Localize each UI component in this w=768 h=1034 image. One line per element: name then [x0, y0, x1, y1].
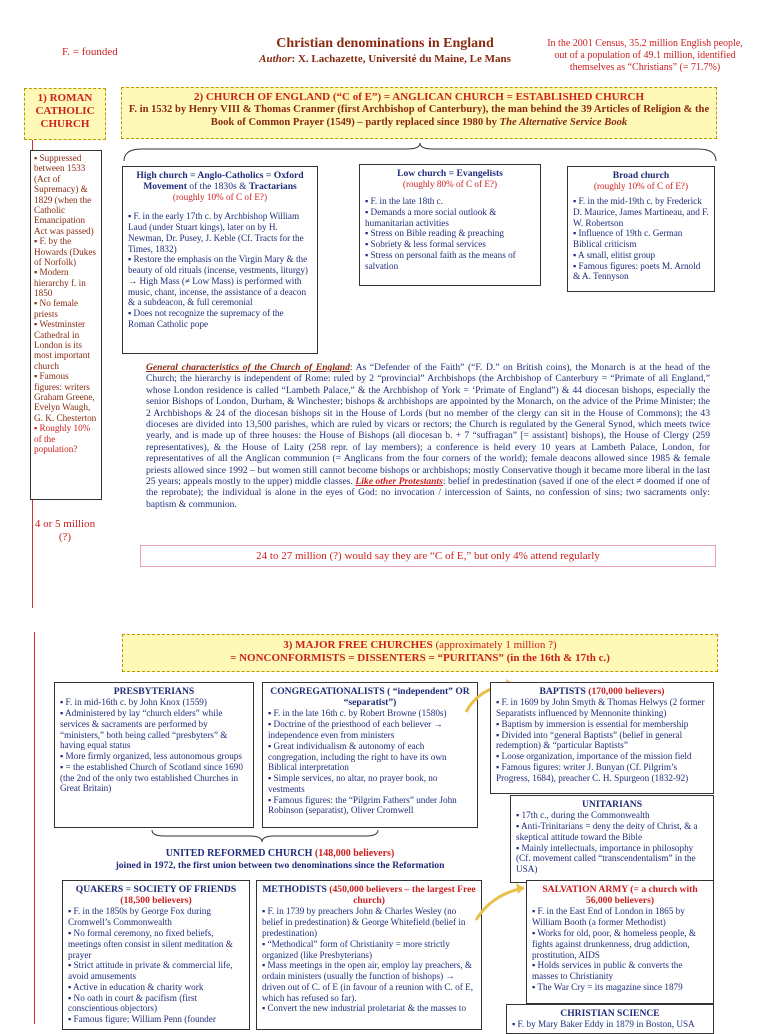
quakers-item: ▪ F. in the 1850s by George Fox during Cromwell’s Commonwealth — [68, 906, 211, 928]
urc-title: UNITED REFORMED CHURCH — [165, 848, 313, 859]
high-title-bold2: Tractarians — [249, 181, 297, 193]
coe-title-line1: 2) CHURCH OF ENGLAND (“C of E”) = ANGLICAN CHURCH = ESTABLISHED CHURCH — [193, 91, 645, 103]
congregationalists-item: ▪ Great individualism & autonomy of each congregation, including the right to have its own Biblical interpretation — [268, 740, 447, 773]
urc-block — [80, 848, 480, 872]
low-share: (roughly 80% of C of E?) — [402, 179, 498, 190]
presbyterians-box — [54, 682, 254, 828]
unitarians-box — [510, 795, 714, 883]
broad-church-item: ▪ Influence of 19th c. German Biblical criticism — [573, 228, 683, 250]
methodists-item: ▪ “Methodical” form of Christianity = more strictly organized (like Presbyterians) — [262, 938, 450, 960]
congregationalists-item: ▪ Simple services, no altar, no prayer book, no vestments — [268, 773, 438, 794]
margin-line-bottom — [34, 632, 35, 1024]
baptists-item: ▪ F. in 1609 by John Smyth & Thomas Helwys (2 former Separatists influenced by Mennonite thinking) — [496, 697, 705, 718]
quakers-item: ▪ Active in education & charity work — [68, 981, 204, 992]
author: : X. Lachazette, Université du Maine, Le Mans — [291, 52, 511, 65]
baptists-title: BAPTISTS — [539, 686, 586, 697]
methodists-share: (450,000 believers – the largest Free church) — [329, 884, 476, 907]
brace-coe — [122, 141, 718, 165]
salvation-item: ▪ Works for old, poor, & homeless people, & fights against drunkenness, drug addiction, prostitution, AIDS — [532, 927, 697, 960]
christian-science-box — [506, 1004, 714, 1034]
presbyterians-item: ▪ More firmly organized, less autonomous groups — [60, 751, 242, 762]
low-title: Low church = Evangelists — [397, 168, 503, 179]
rc-list-item: ▪ F. by the Howards (Dukes of Norfolk) — [34, 236, 97, 267]
quakers-title: QUAKERS = SOCIETY OF FRIENDS — [75, 884, 237, 895]
attendance-text: 24 to 27 million (?) would say they are “C of E,” but only 4% attend regularly — [256, 550, 600, 562]
unitarians-item: ▪ Mainly intellectuals, importance in philosophy (Cf. movement called “transcendentalism” in the USA) — [516, 842, 696, 875]
rc-list-item: ▪ Famous figures: writers Graham Greene, Evelyn Waugh, G. K. Chesterton — [34, 371, 97, 423]
rc-list-item: ▪ No female priests — [34, 298, 79, 319]
rc-list-item: ▪ Suppressed between 1533 (Act of Supremacy) & 1829 (when the Catholic Emancipation Act was passed) — [34, 153, 94, 236]
high-title: High church = Anglo-Catholics = Oxford Movement — [136, 170, 304, 193]
unitarians-item: ▪ 17th c., during the Commonwealth — [516, 810, 650, 821]
free-title-line1-rest: (approximately 1 million ?) — [435, 639, 557, 651]
general-heading: General characteristics of the Church of England — [146, 362, 350, 373]
author-label: Author — [259, 52, 292, 65]
christian-science-title: CHRISTIAN SCIENCE — [560, 1008, 660, 1019]
salvation-share: (= a church with 56,000 believers) — [585, 884, 698, 907]
attendance-box — [140, 545, 716, 567]
methodists-item: ▪ Convert the new industrial proletariat & the masses to — [262, 1003, 467, 1014]
methodists-title: METHODISTS — [262, 884, 327, 895]
unitarians-item: ▪ Anti-Trinitarians = deny the deity of Christ, & a skeptical attitude toward the Bible — [516, 820, 698, 842]
urc-sub: joined in 1972, the first union between two denominations since the Reformation — [115, 860, 445, 871]
high-church-item: ▪ Restore the emphasis on the Virgin Mary & the beauty of old rituals (incense, vestments, liturgy) → High Mass (≠ Low Mass) is performed with music, chant, incense, the assistance of a deacon & a subdeacon, & full ceremonial — [128, 254, 308, 308]
broad-church-item: ▪ F. in the mid-19th c. by Frederick D. Maurice, James Martineau, and F. W. Robertson — [573, 195, 709, 228]
urc-share: (148,000 believers) — [314, 848, 395, 859]
rc-list-item: ▪ Modern hierarchy f. in 1850 — [34, 267, 86, 299]
baptists-item: ▪ Divided into “general Baptists” (belief in general redemption) & “particular Baptists” — [496, 729, 683, 751]
protestants-text: : belief in predestination (saved if one of the elect ≠ doomed if one of the reprobate); the individual is alone in the eyes of God: no invocation / intercession of Saints, no confession of sins; two sacraments only: baptism & communion. — [146, 476, 710, 510]
presbyterians-title: PRESBYTERIANS — [113, 686, 195, 697]
broad-share: (roughly 10% of C of E?) — [593, 181, 689, 192]
salvation-item: ▪ The War Cry = its magazine since 1879 — [532, 981, 683, 992]
baptists-box — [490, 682, 714, 794]
general-text: : As “Defender of the Faith” (“F. D.” on British coins), the Monarch is at the head of the Church; the hierarchy is independent of Rome: ruled by 2 “provincial” Archbishops (the Archbishop of Canterbury = “Primate of all England,” whose London residence is called “Lambeth Palace,” & the Archbishop of York = ‘Primate of England”) & 44 diocesan bishops, especially the senior Bishops of London, Durham, & Winchester; bishops & archbishops are appointed by the Monarch, on the advice of the Prime Minister; the 2 Archbishops & 24 of the diocesan bishops sit in the House of Lords (but no member of the clergy can sit in the House of Commons); the 43 dioceses are divided into 13,500 parishes, which are ruled by vicars or rectors; the Church is regulated by the General Synod, which meets twice yearly, and is made up of three houses: the House of Bishops (all diocesan b. + 7 “suffragan” [= assistant] bishops), the House of Clergy (259 representatives), & the House of Laity (258 repr. of lay members); a conference is held every 10 years at Lambeth Palace, London, for representatives of all the Anglican communion (= Anglicans from the four corners of the world); female deacons allowed since 1985 & female priests allowed since 1992 – but women still cannot become bishops or archbishops; mostly Conservative though it became more liberal in the last 25 years; appeals mostly to the upper) middle classes. — [146, 362, 710, 488]
quakers-item: ▪ No formal ceremony, no fixed beliefs, meetings often consist in silent meditation & prayer — [68, 927, 233, 960]
free-title-line2: = NONCONFORMISTS = DISSENTERS = “PURITANS” (in the 16th & 17th c.) — [230, 652, 610, 665]
census-note: In the 2001 Census, 35.2 million English people, out of a population of 49.1 million, identified themselves as “Christians” (= 71.7%) — [547, 38, 743, 73]
high-share: (roughly 10% of C of E?) — [172, 192, 268, 203]
free-title-box — [122, 634, 718, 672]
general-characteristics — [146, 362, 710, 510]
congregationalists-item: ▪ Famous figures: the “Pilgrim Fathers” under John Robinson (separatist), Oliver Cromwell — [268, 794, 457, 816]
high-title-rest: of the 1830s & — [189, 181, 247, 193]
presbyterians-item: ▪ F. in mid-16th c. by John Knox (1559) — [60, 697, 207, 708]
low-church-item: ▪ Demands a more social outlook & humanitarian activities — [365, 206, 497, 228]
rc-last-item: ▪ Roughly 10% of the population? — [34, 423, 91, 454]
methodists-item: ▪ F. in 1739 by preachers John & Charles Wesley (no belief in predestination) & George Whitefield (belief in predestination) — [262, 906, 466, 938]
broad-church-item: ▪ Famous figures: poets M. Arnold & A. Tennyson — [573, 260, 701, 282]
quakers-item: ▪ Strict attitude in private & commercial life, avoid amusements — [68, 960, 233, 982]
quakers-item: ▪ Famous figure: William Penn (founder — [68, 1014, 216, 1025]
congregationalists-box — [262, 682, 478, 828]
congregationalists-item: ▪ Doctrine of the priesthood of each believer → independence even from ministers — [268, 719, 443, 740]
baptists-item: ▪ Baptism by immersion is essential for membership — [496, 718, 689, 729]
low-church-item: ▪ F. in the late 18th c. — [365, 195, 444, 206]
baptists-share: (170,000 believers) — [588, 686, 665, 697]
christian-science-first: ▪ F. by Mary Baker Eddy in 1879 in Boston, USA — [512, 1019, 695, 1030]
high-church-box — [122, 166, 318, 354]
high-church-item: ▪ Does not recognize the supremacy of the Roman Catholic pope — [128, 308, 284, 329]
quakers-box — [62, 880, 250, 1030]
low-church-box — [359, 164, 541, 286]
salvation-item: ▪ Holds services in public & converts the masses to Christianity — [532, 960, 683, 982]
broad-church-item: ▪ A small, elitist group — [573, 249, 656, 260]
salvation-army-box — [526, 880, 714, 1004]
salvation-title: SALVATION ARMY — [542, 884, 628, 895]
low-church-item: ▪ Stress on personal faith as the means of salvation — [365, 249, 516, 271]
rc-count: 4 or 5 million (?) — [34, 518, 96, 544]
coe-title-line2: F. in 1532 by Henry VIII & Thomas Cranmer (first Archbishop of Canterbury), the man behind the 39 Articles of Religion & the Book of Common Prayer (1549) – partly replaced since 1980 by — [128, 104, 710, 128]
arrow-meth-salvation — [470, 880, 530, 924]
baptists-item: ▪ Famous figures: writer J. Bunyan (Cf. Pilgrim’s Progress, 1684), preacher C. H. Spurgeon (1832-92) — [496, 761, 689, 783]
unitarians-title: UNITARIANS — [581, 799, 643, 810]
congregationalists-title: CONGREGATIONALISTS ( “independent” OR “separatist”) — [270, 686, 470, 709]
methodists-box — [256, 880, 482, 1030]
coe-title-asb: The Alternative Service Book — [499, 116, 628, 128]
presbyterians-item: ▪ = the established Church of Scotland since 1690 (the 2nd of the only two established Churches in Great Britain) — [60, 761, 243, 794]
rc-title-box — [24, 88, 106, 140]
low-church-item: ▪ Sobriety & less formal services — [365, 239, 486, 250]
quakers-item: ▪ No oath in court & pacifism (first conscientious objectors) — [68, 992, 198, 1014]
coe-title-box — [121, 87, 717, 139]
rc-box — [30, 150, 102, 500]
page-title: Christian denominations in England — [276, 36, 494, 51]
broad-church-box — [567, 166, 715, 292]
low-church-item: ▪ Stress on Bible reading & preaching — [365, 228, 504, 239]
congregationalists-item: ▪ F. in the late 16th c. by Robert Browne (1580s) — [268, 708, 447, 719]
founded-legend: F. = founded — [62, 46, 118, 58]
brace-urc — [150, 828, 380, 844]
presbyterians-item: ▪ Administered by lay “church elders” while services & sacraments are performed by “ministers,” both being called “presbyters” & having equal status — [60, 707, 228, 751]
high-church-item: ▪ F. in the early 17th c. by Archbishop William Laud (under Stuart kings), later on by H. Newman, Dr. Pusey, J. Keble (Cf. Tracts for the Times, 1832) — [128, 211, 304, 254]
rc-title: 1) ROMAN CATHOLIC CHURCH — [35, 92, 95, 131]
quakers-share: (18,500 believers) — [120, 895, 192, 907]
broad-title: Broad church — [612, 170, 670, 181]
baptists-item: ▪ Loose organization, importance of the mission field — [496, 751, 692, 762]
protestants-heading: Like other Protestants — [355, 476, 443, 488]
salvation-item: ▪ F. in the East End of London in 1865 by William Booth (a former Methodist) — [532, 906, 685, 928]
rc-list-item: ▪ Westminster Cathedral in London is its most important church — [34, 319, 90, 371]
methodists-item: ▪ Mass meetings in the open air, employ lay preachers, & ordain ministers (usually the function of bishops) → driven out of C. of E (in favour of a reunion with C. of E, which has refused so far). — [262, 960, 474, 1003]
free-title-line1: 3) MAJOR FREE CHURCHES — [283, 639, 433, 651]
